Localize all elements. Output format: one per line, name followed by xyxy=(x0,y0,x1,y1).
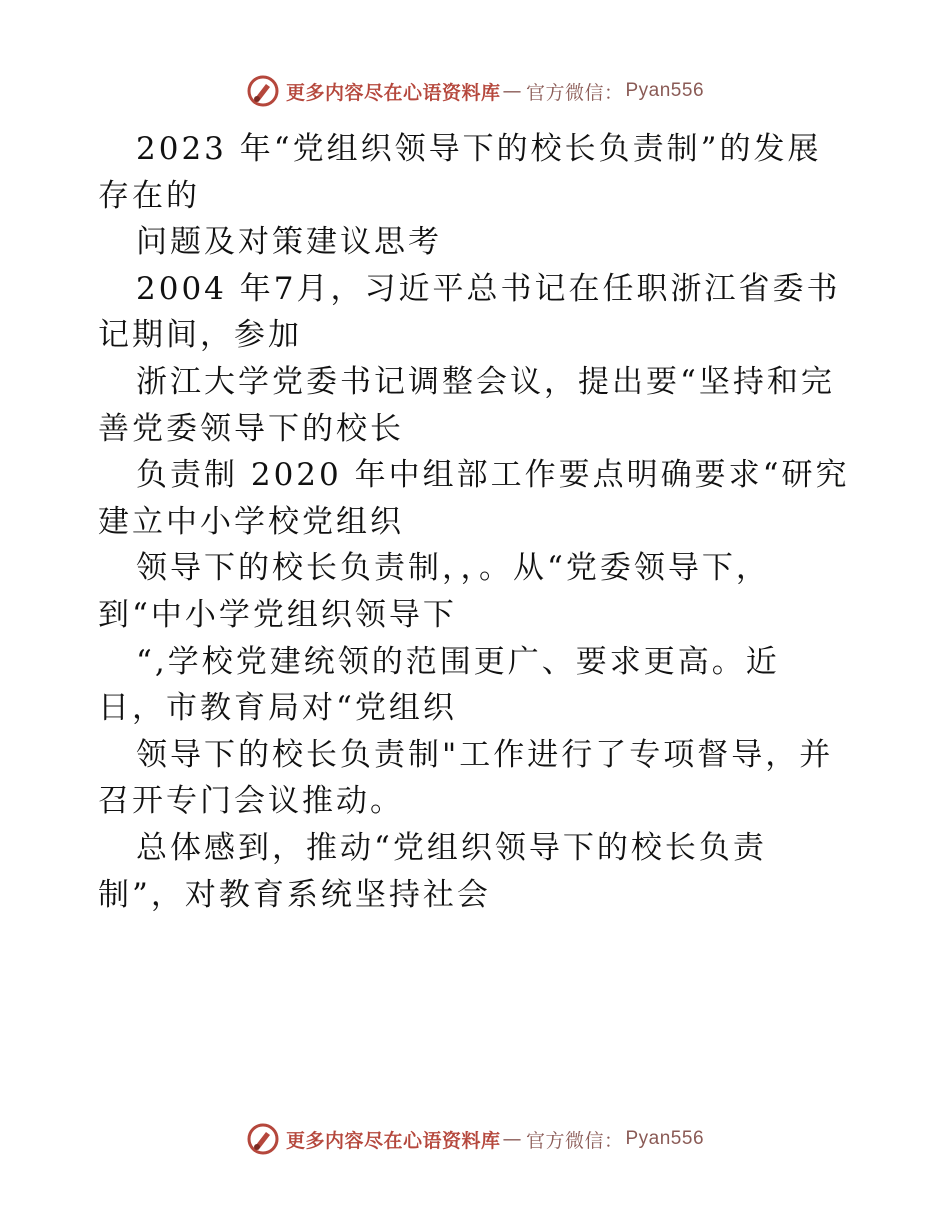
brush-seal-icon xyxy=(246,74,280,108)
text-line: 到“中小学党组织领导下 xyxy=(98,596,457,633)
text-line: 存在的 xyxy=(98,177,200,214)
watermark-header xyxy=(0,74,950,108)
watermark-suffix: 官方微信： xyxy=(525,1129,624,1152)
text-line: 负责制 2020 年中组部工作要点明确要求“研究 xyxy=(136,457,850,494)
text-line: 日，市教育局对“党组织 xyxy=(98,690,457,727)
watermark-main: 更多内容尽在心语资料库 xyxy=(285,81,501,104)
text-line: 召开专门会议推动。 xyxy=(98,783,404,820)
watermark-separator: — xyxy=(502,1128,522,1150)
text-line: 总体感到，推动“党组织领导下的校长负责 xyxy=(136,829,767,866)
text-line: 领导下的校长负责制，，。从“党委领导下， xyxy=(136,550,770,587)
watermark-suffix: 官方微信： xyxy=(525,81,624,104)
document-body xyxy=(98,126,878,918)
text-line: 记期间，参加 xyxy=(98,317,302,354)
brush-seal-icon xyxy=(246,1122,280,1156)
text-line: 浙江大学党委书记调整会议，提出要“坚持和完 xyxy=(136,363,835,400)
watermark-separator: — xyxy=(502,80,522,102)
text-line: 领导下的校长负责制"工作进行了专项督导，并 xyxy=(136,736,834,773)
watermark-id: Pyan556 xyxy=(625,1128,705,1149)
text-line: 制”，对教育系统坚持社会 xyxy=(98,876,491,913)
text-line: 问题及对策建议思考 xyxy=(136,224,442,261)
watermark-id: Pyan556 xyxy=(625,80,705,101)
watermark-footer xyxy=(0,1122,950,1156)
text-line: “,学校党建统领的范围更广、要求更高。近 xyxy=(136,643,780,680)
watermark-main: 更多内容尽在心语资料库 xyxy=(285,1129,501,1152)
text-line: 善党委领导下的校长 xyxy=(98,410,404,447)
text-line: 建立中小学校党组织 xyxy=(98,503,404,540)
text-line: 2004 年7月，习近平总书记在任职浙江省委书 xyxy=(136,270,841,307)
text-line: 2023 年“党组织领导下的校长负责制”的发展 xyxy=(136,131,822,167)
